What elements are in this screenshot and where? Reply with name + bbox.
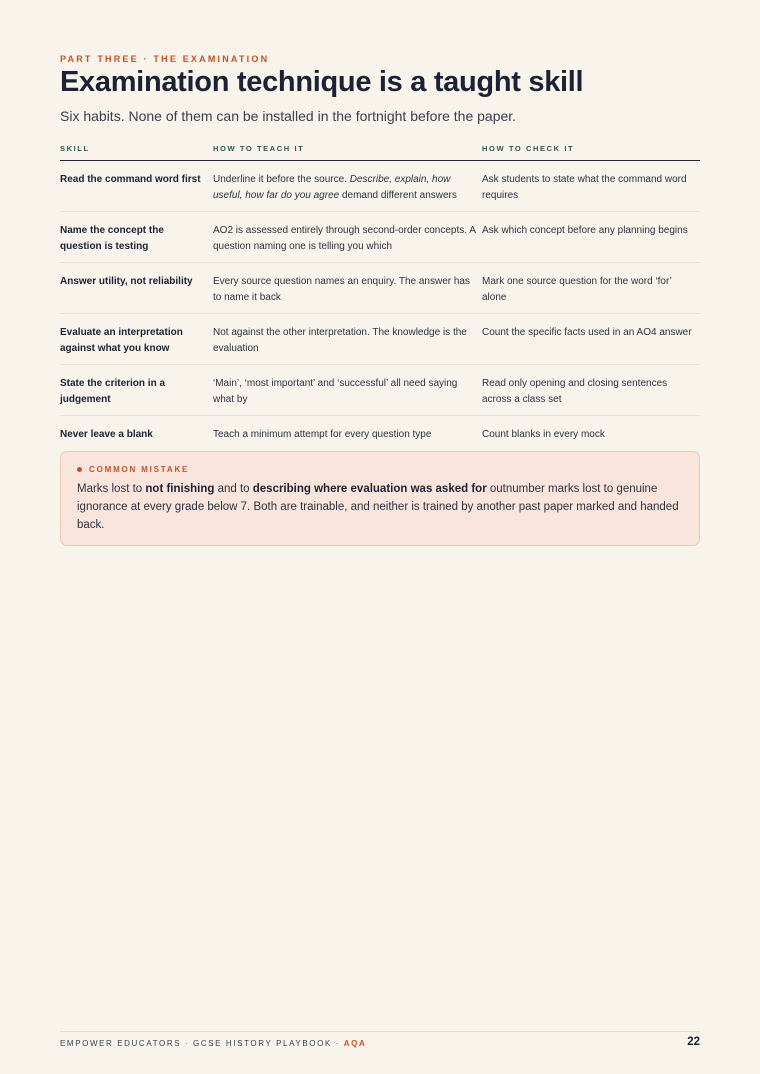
skill-cell: Read the command word first bbox=[60, 161, 213, 212]
table-row bbox=[60, 212, 700, 263]
teach-text: Underline it before the source. bbox=[213, 174, 350, 185]
table-row bbox=[60, 365, 700, 416]
skill-cell: Answer utility, not reliability bbox=[60, 263, 213, 314]
table-header-row bbox=[60, 138, 700, 161]
table-row bbox=[60, 416, 700, 451]
callout-label-text: COMMON MISTAKE bbox=[89, 465, 190, 474]
teach-cell: Not against the other interpretation. The knowledge is the evaluation bbox=[213, 314, 482, 365]
check-cell: Ask which concept before any planning begins bbox=[482, 212, 700, 263]
footer-text: EMPOWER EDUCATORS · GCSE HISTORY PLAYBOOK · bbox=[60, 1039, 344, 1048]
check-cell: Ask students to state what the command word requires bbox=[482, 161, 700, 212]
check-cell: Count blanks in every mock bbox=[482, 429, 605, 440]
callout-emphasis: describing where evaluation was asked for bbox=[252, 483, 487, 495]
section-eyebrow: PART THREE · THE EXAMINATION bbox=[60, 54, 270, 64]
check-cell: Count the specific facts used in an AO4 answer bbox=[482, 314, 700, 365]
skill-cell: Name the concept the question is testing bbox=[60, 212, 213, 263]
check-cell: Read only opening and closing sentences across a class set bbox=[482, 365, 700, 416]
teach-cell: ‘Main’, ‘most important’ and ‘successful’ all need saying what by bbox=[213, 365, 482, 416]
footer-publication bbox=[60, 1039, 366, 1048]
skill-cell: Never leave a blank bbox=[60, 429, 153, 440]
skills-table bbox=[60, 138, 700, 451]
callout-emphasis: not finishing bbox=[145, 483, 215, 495]
table-row bbox=[60, 263, 700, 314]
teach-cell: AO2 is assessed entirely through second-order concepts. A question naming one is telling you which bbox=[213, 212, 482, 263]
column-header-check: HOW TO CHECK IT bbox=[482, 138, 700, 161]
footer-board: AQA bbox=[343, 1039, 367, 1048]
callout-text-part: outnumber marks lost to genuine ignorance at every grade below 7. Both are trainable, and neither is trained by another past paper marked and handed back. bbox=[77, 483, 679, 531]
page-number: 22 bbox=[687, 1036, 700, 1048]
column-header-skill: SKILL bbox=[60, 138, 213, 161]
teach-italic-text: Describe, explain, how useful, how far do you agree bbox=[213, 174, 451, 201]
bullet-dot-icon bbox=[77, 467, 82, 472]
table-row bbox=[60, 161, 700, 212]
callout-text bbox=[77, 480, 683, 534]
table-row bbox=[60, 314, 700, 365]
teach-text: demand different answers bbox=[339, 189, 457, 201]
callout-text-part: and to bbox=[214, 483, 253, 495]
check-cell: Mark one source question for the word ‘for’ alone bbox=[482, 263, 700, 314]
column-header-teach: HOW TO TEACH IT bbox=[213, 138, 482, 161]
teach-cell: Teach a minimum attempt for every question type bbox=[213, 429, 432, 440]
footer-divider bbox=[60, 1031, 700, 1032]
page bbox=[60, 0, 700, 1074]
skill-cell: Evaluate an interpretation against what you know bbox=[60, 314, 213, 365]
skill-cell: State the criterion in a judgement bbox=[60, 365, 213, 416]
page-subtitle: Six habits. None of them can be installed in the fortnight before the paper. bbox=[60, 108, 517, 124]
page-title: Examination technique is a taught skill bbox=[60, 66, 584, 98]
common-mistake-callout bbox=[60, 451, 700, 546]
callout-text-part: Marks lost to bbox=[77, 483, 146, 495]
teach-cell: Every source question names an enquiry. The answer has to name it back bbox=[213, 263, 482, 314]
teach-cell bbox=[213, 161, 482, 212]
callout-label bbox=[77, 465, 683, 474]
